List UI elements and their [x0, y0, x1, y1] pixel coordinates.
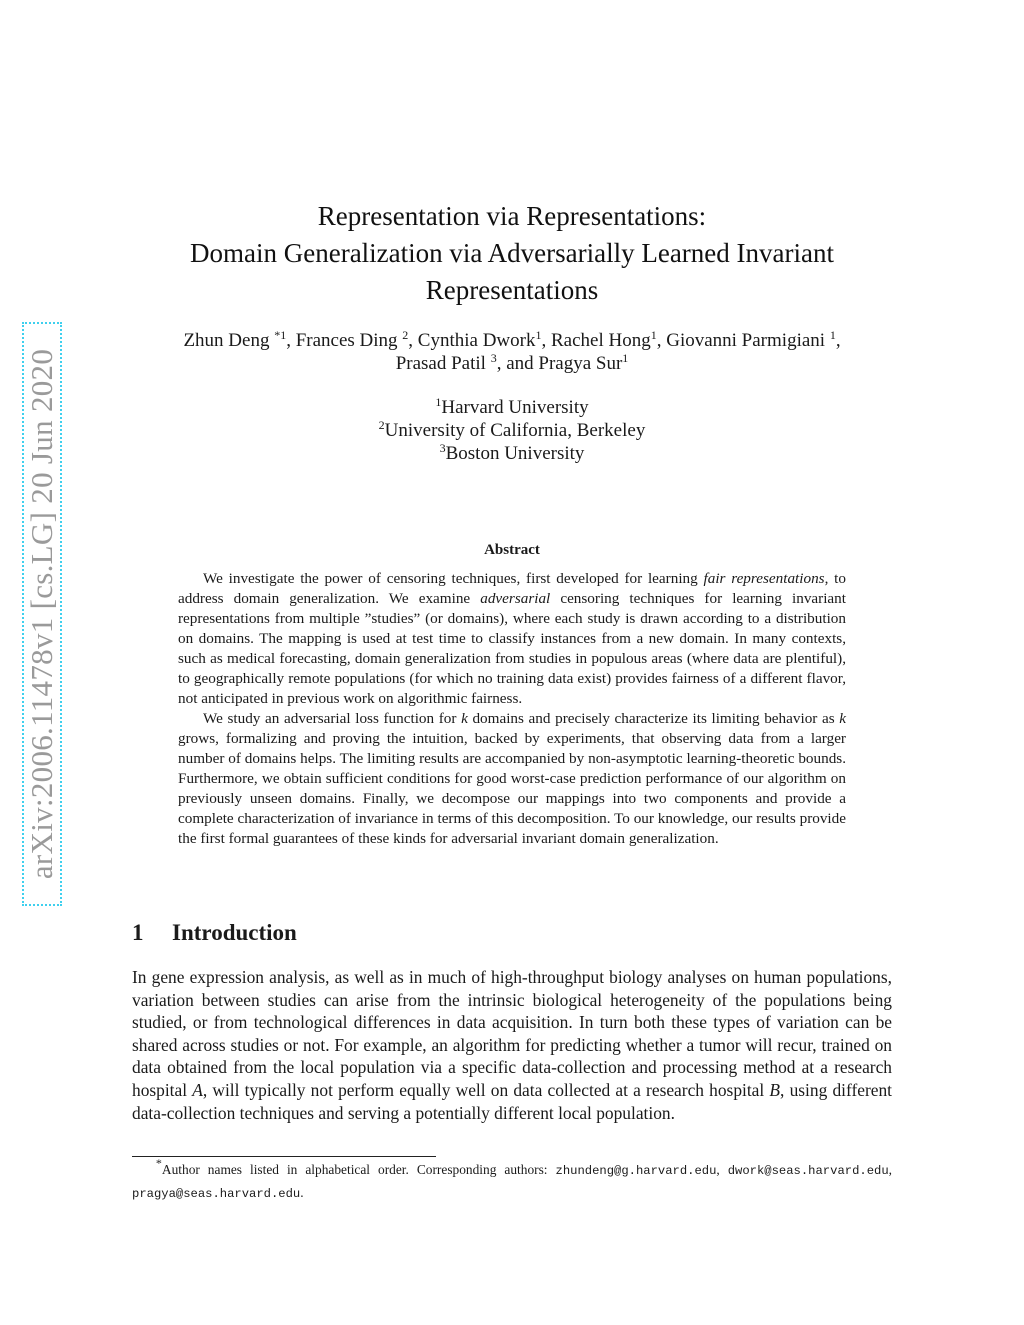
author-mark: 1 [622, 351, 629, 365]
affiliation-list [200, 396, 824, 465]
title-line-3: Representations [425, 275, 599, 305]
title-line-2: Domain Generalization via Adversarially Learned Invariant [190, 238, 834, 268]
author-separator: , and [496, 353, 539, 374]
affiliation [200, 396, 824, 419]
arxiv-stamp [22, 322, 62, 906]
abstract-emphasis: fair representations [703, 570, 825, 587]
author-separator: , [286, 330, 296, 351]
footnote-text: Author names listed in alphabetical order. Corresponding authors: [161, 1162, 556, 1177]
author-mark: *1 [274, 328, 287, 342]
paper-title [130, 198, 894, 309]
affiliation-mark: 1 [435, 395, 442, 409]
abstract-text: censoring techniques for learning invariant representations from multiple ”studies” (or domains), where each study is drawn according to a distribution on domains. The mapping is used at test time to classify instances from a new domain. In many contexts, such as medical forecasting, domain generalization from studies in populous areas (where data are plentiful), to geographically remote populations (for which no training data exist) provides fairness of a different flavor, not anticipated in previous work on algorithmic fairness. [178, 590, 846, 707]
abstract-emphasis: adversarial [480, 590, 551, 607]
section-heading [132, 920, 892, 946]
section-number: 1 [132, 920, 144, 945]
section-title: Introduction [172, 920, 297, 945]
author-line-2 [110, 352, 914, 375]
affiliation-name: Harvard University [441, 397, 589, 418]
abstract-text: We investigate the power of censoring techniques, first developed for learning [203, 570, 704, 587]
affiliation-mark: 2 [378, 418, 385, 432]
author-mark: 1 [650, 328, 657, 342]
title-line-1: Representation via Representations: [317, 201, 707, 231]
abstract-text: grows, formalizing and proving the intuition, backed by experiments, that observing data from a larger number of domains helps. The limiting results are accompanied by non-asymptotic learning-theoretic bounds. Furthermore, we obtain sufficient conditions for good worst-case prediction performance of our algorithm on previously unseen domains. Finally, we decompose our mappings into two components and provide a complete characterization of invariance in terms of this decomposition. To our knowledge, our results provide the first formal guarantees of these kinds for adversarial invariant domain generalization. [178, 730, 846, 847]
abstract-text: domains and precisely characterize its limiting behavior as [467, 710, 840, 727]
abstract-heading: Abstract [484, 542, 540, 558]
math-variable: B [769, 1079, 781, 1100]
abstract-text: We study an adversarial loss function for [203, 710, 462, 727]
author-mark: 3 [490, 351, 497, 365]
affiliation-name: University of California, Berkeley [384, 420, 646, 441]
affiliation-mark: 3 [439, 441, 446, 455]
author-name: Frances Ding [295, 330, 398, 351]
footnote-rule [132, 1156, 436, 1157]
author-name: Giovanni Parmigiani [666, 330, 826, 351]
footnote: *Author names listed in alphabetical order. Corresponding authors: zhundeng@g.harvard.edu, dwork@seas.harvard.edu, pragya@seas.harvard.edu. [132, 1156, 892, 1201]
email-link[interactable]: zhundeng@g.harvard.edu [555, 1164, 717, 1178]
author-name: Prasad Patil [395, 353, 486, 374]
math-variable: k [461, 710, 468, 727]
affiliation-name: Boston University [445, 443, 585, 464]
author-separator: , [541, 330, 551, 351]
abstract-text: , to address domain generalization. We examine [178, 570, 846, 607]
abstract-paragraph-2 [178, 709, 846, 849]
affiliation [200, 442, 824, 465]
intro-paragraph [132, 966, 892, 1124]
math-variable: k [839, 710, 847, 727]
abstract-paragraph-1 [178, 569, 846, 709]
author-separator: , [835, 330, 841, 351]
author-separator: , [408, 330, 418, 351]
author-mark: 1 [535, 328, 542, 342]
arxiv-identifier: arXiv:2006.11478v1 [cs.LG] 20 Jun 2020 [24, 348, 59, 880]
email-link[interactable]: pragya@seas.harvard.edu [132, 1187, 301, 1201]
body-text: , will typically not perform equally well on data collected at a research hospital [202, 1079, 770, 1100]
author-list [110, 329, 914, 375]
math-variable: A [192, 1079, 203, 1100]
affiliation [200, 419, 824, 442]
author-separator: , [656, 330, 667, 351]
body-text: , using different data-collection techniques and serving a potentially different local population. [132, 1079, 892, 1123]
body-text: In gene expression analysis, as well as in much of high-throughput biology analyses on human populations, variation between studies can arise from the intrinsic biological heterogeneity of the populations being studied, or from technological differences in data acquisition. In turn both these types of variation can be shared across studies or not. For example, an algorithm for predicting whether a tumor will recur, trained on data obtained from the local population via a specific data-collection and processing method at a research hospital [132, 967, 892, 1100]
email-link[interactable]: dwork@seas.harvard.edu [727, 1164, 889, 1178]
author-line-1 [110, 329, 914, 352]
author-mark: 1 [829, 328, 836, 342]
author-name: Zhun Deng [183, 330, 270, 351]
author-mark: 2 [402, 328, 409, 342]
abstract-body [178, 569, 846, 849]
footnote-mark: * [155, 1156, 162, 1170]
author-name: Cynthia Dwork [417, 330, 536, 351]
author-name: Pragya Sur [538, 353, 623, 374]
author-name: Rachel Hong [550, 330, 651, 351]
